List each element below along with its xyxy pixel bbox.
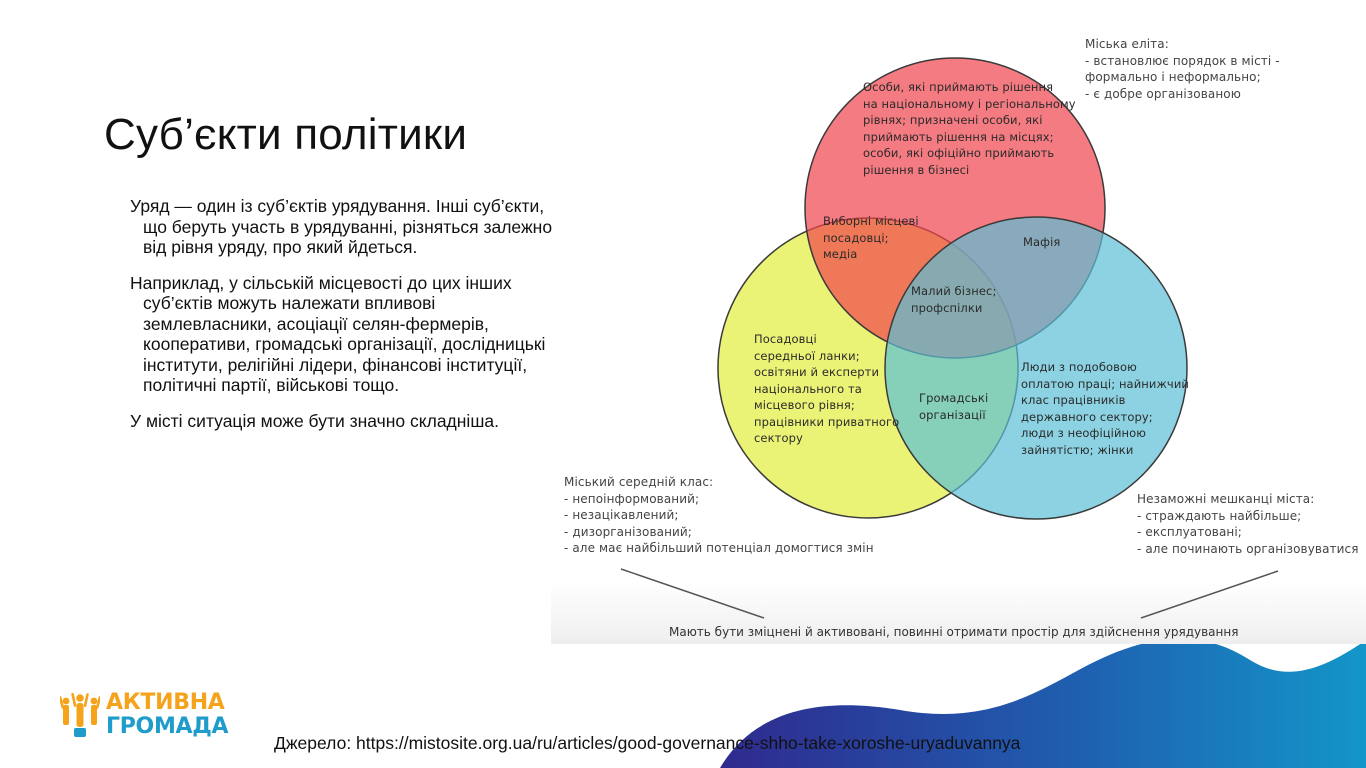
text-line: Посадовці xyxy=(754,332,817,346)
yellow-circle-text xyxy=(754,331,899,447)
text-line: люди з неофіційною xyxy=(1021,426,1147,440)
text-line: особи, які офіційно приймають xyxy=(863,146,1055,160)
text-line: Незаможні мешканці міста: xyxy=(1137,492,1315,506)
body-text xyxy=(130,196,560,446)
text-line: - але має найбільший потенціал домогтися змін xyxy=(564,541,874,555)
bottom-caption: Мають бути зміцнені й активовані, повинні отримати простір для здійснення урядування xyxy=(669,625,1239,639)
text-line: національного та xyxy=(754,381,862,396)
yellow-blue-overlap-text xyxy=(919,390,988,423)
text-line: середньої ланки; xyxy=(754,348,860,363)
text-line: - непоінформований; xyxy=(564,491,700,506)
text-line: профспілки xyxy=(911,300,983,315)
text-line: приймають рішення на місцях; xyxy=(863,129,1054,144)
venn-diagram xyxy=(551,22,1366,644)
people-group-icon xyxy=(60,692,100,738)
pointer-line-left xyxy=(621,569,764,618)
text-line: Особи, які приймають рішення xyxy=(863,80,1054,94)
red-circle-text xyxy=(863,79,1076,178)
text-line: освітяни й експерти xyxy=(754,365,880,379)
center-overlap-text xyxy=(911,283,996,316)
text-line: рівнях; призначені особи, які xyxy=(863,113,1043,127)
text-line: Міський середній клас: xyxy=(564,475,714,489)
logo-line-2: ГРОМАДА xyxy=(106,714,229,739)
text-line: працівники приватного xyxy=(754,414,900,429)
middle-class-note xyxy=(564,474,874,557)
text-line: формально і неформально; xyxy=(1085,70,1261,84)
text-line: клас працівників xyxy=(1021,393,1126,407)
paragraph: Наприклад, у сільській місцевості до цих інших суб’єктів можуть належати впливові землевласники, асоціації селян-фермерів, кооперативи, громадські організації, дослідницькі інститути, релігійні лідери, фінансові інституції, політичні партії, військові тощо. xyxy=(130,272,546,395)
text-line: медіа xyxy=(823,247,858,261)
text-line: - але починають організовуватися xyxy=(1137,541,1359,556)
text-line: Міська еліта: xyxy=(1085,37,1169,51)
text-line: рішення в бізнесі xyxy=(863,162,970,177)
text-line: сектору xyxy=(754,431,803,445)
text-line: - експлуатовані; xyxy=(1137,525,1242,539)
logo-text xyxy=(106,691,228,739)
text-line: - дизорганізований; xyxy=(564,524,692,539)
text-line: державного сектору; xyxy=(1021,409,1153,424)
elite-note xyxy=(1085,36,1280,102)
source-citation: Джерело: https://mistosite.org.ua/ru/articles/good-governance-shho-take-xoroshe-uryaduvannya xyxy=(274,733,1021,753)
paragraph: У місті ситуація може бути значно складніша. xyxy=(130,410,499,431)
text-line: - встановлює порядок в місті - xyxy=(1085,53,1280,68)
text-line: на національному і регіональному xyxy=(863,96,1076,111)
text-line: місцевого рівня; xyxy=(754,398,855,412)
text-line: зайнятістю; жінки xyxy=(1021,442,1134,457)
text-line: Виборні місцеві xyxy=(823,214,919,228)
text-line: - незацікавлений; xyxy=(564,508,679,522)
paragraph: Уряд — один із суб’єктів урядування. Інші суб’єкти, що беруть участь в урядуванні, різняться залежно від рівня уряду, про який йдеться. xyxy=(130,196,553,257)
text-line: посадовці; xyxy=(823,230,889,245)
logo-line-1: АКТИВНА xyxy=(106,690,225,715)
poor-residents-note xyxy=(1137,491,1359,557)
slide-title: Суб’єкти політики xyxy=(104,110,468,159)
text-line: - є добре організованою xyxy=(1085,86,1241,101)
text-line: організації xyxy=(919,407,986,422)
red-blue-overlap-text xyxy=(1023,234,1060,251)
text-line: Малий бізнес; xyxy=(911,284,997,298)
text-line: Мафія xyxy=(1023,235,1061,249)
text-line: оплатою праці; найнижчий xyxy=(1021,376,1189,391)
pointer-line-right xyxy=(1141,571,1278,618)
logo xyxy=(60,688,228,742)
text-line: Люди з подобовою xyxy=(1021,360,1137,374)
text-line: - страждають найбільше; xyxy=(1137,508,1302,523)
red-yellow-overlap-text xyxy=(823,213,919,263)
blue-circle-text xyxy=(1021,359,1189,458)
text-line: Громадські xyxy=(919,391,989,405)
